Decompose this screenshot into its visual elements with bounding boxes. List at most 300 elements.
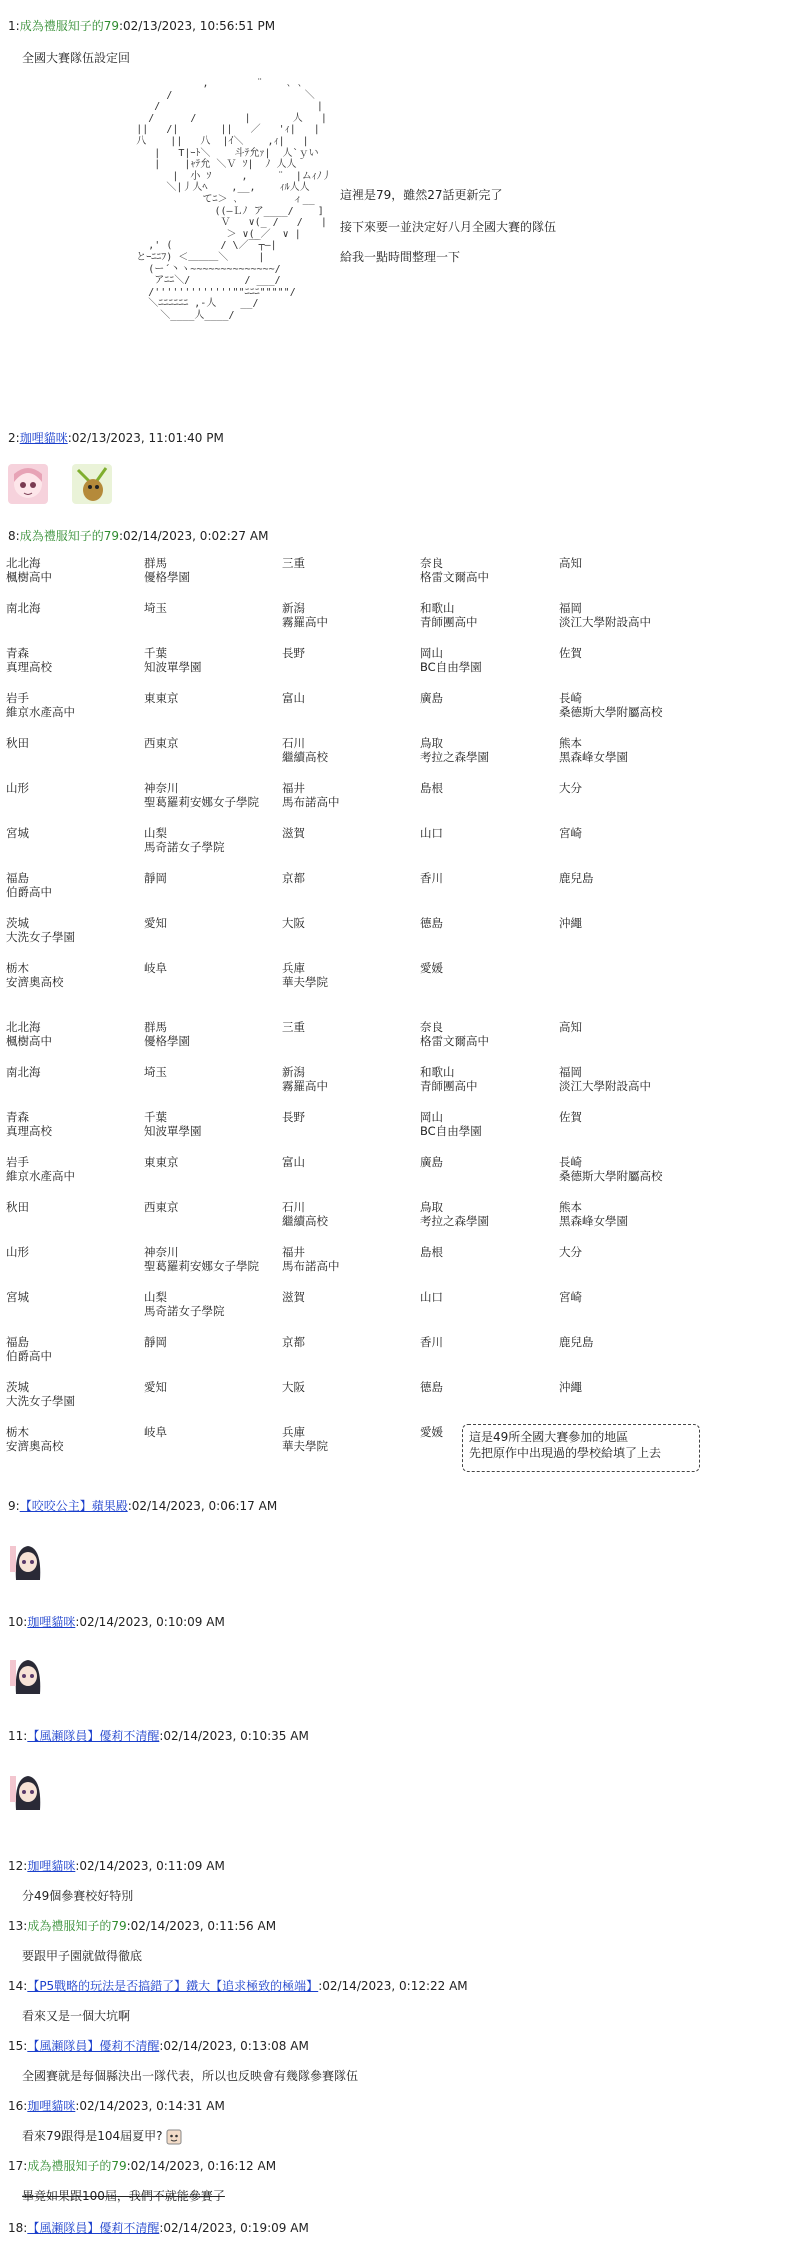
post-number: 2: [8,431,20,445]
prefecture-name: 滋賀 [282,1290,305,1304]
school-name: 青師團高中 [420,1079,478,1093]
prefecture-cell [144,646,202,674]
prefecture-name: 千葉 [144,646,167,660]
prefecture-cell [559,601,651,629]
school-name: 馬布諾高中 [282,1259,340,1273]
author-name[interactable]: 成為禮服知子的79 [27,1919,127,1933]
prefecture-name: 鳥取 [420,736,443,750]
prefecture-cell [420,1200,489,1228]
prefecture-name: 東東京 [144,691,179,705]
prefecture-cell [144,1200,179,1214]
prefecture-name: 埼玉 [144,601,167,615]
school-name: BC自由學園 [420,660,482,674]
prefecture-name: 栃木 [6,1425,29,1439]
post-date: :02/13/2023, 10:56:51 PM [118,19,276,33]
prefecture-name: 島根 [420,781,443,795]
bubble-line: 先把原作中出現過的學校給填了上去 [469,1446,662,1460]
prefecture-cell [559,871,594,885]
prefecture-cell [559,1290,582,1304]
prefecture-cell [559,646,582,660]
prefecture-cell [6,646,52,674]
prefecture-cell [559,1200,628,1228]
prefecture-cell [282,736,328,764]
author-name[interactable]: 珈哩貓咪 [27,1859,76,1873]
author-name[interactable]: 【風瀬隊員】優莉不清醒 [27,2221,160,2235]
prefecture-name: 德島 [420,916,443,930]
pink-haired-girl-icon [8,464,48,504]
post-date: :02/14/2023, 0:14:31 AM [75,2099,225,2113]
prefecture-cell [144,1290,225,1318]
school-name: 楓樹高中 [6,570,52,584]
prefecture-cell [282,1155,305,1169]
post-date: :02/13/2023, 11:01:40 PM [67,431,224,445]
prefecture-name: 山口 [420,1290,443,1304]
prefecture-cell [420,961,443,975]
prefecture-name: 靜岡 [144,871,167,885]
prefecture-cell [420,601,478,629]
prefecture-cell [559,826,582,840]
school-name: 知波單學園 [144,660,202,674]
prefecture-name: 香川 [420,1335,443,1349]
prefecture-cell [6,1425,64,1453]
prefecture-name: 三重 [282,1020,305,1034]
prefecture-name: 秋田 [6,1200,29,1214]
prefecture-cell [420,1245,443,1259]
prefecture-cell [559,1245,582,1259]
prefecture-cell [144,1110,202,1138]
prefecture-cell [6,1290,29,1304]
prefecture-name: 長野 [282,1110,305,1124]
post-number: 10: [8,1615,28,1629]
prefecture-name: 鹿兒島 [559,871,594,885]
prefecture-name: 群馬 [144,1020,167,1034]
prefecture-name: 兵庫 [282,961,305,975]
prefecture-cell [6,1245,29,1259]
prefecture-cell [144,601,167,615]
prefecture-name: 佐賀 [559,646,582,660]
black-haired-girl-icon [8,1654,48,1694]
prefecture-name: 富山 [282,1155,305,1169]
prefecture-name: 岡山 [420,1110,443,1124]
prefecture-cell [282,1380,305,1394]
prefecture-name: 青森 [6,1110,29,1124]
prefecture-name: 群馬 [144,556,167,570]
prefecture-name: 宮城 [6,826,29,840]
school-name: 維京水產高中 [6,1169,75,1183]
prefecture-cell [282,1110,305,1124]
prefecture-cell [144,1020,190,1048]
post-body: 分49個參賽校好特別 [22,1889,134,1903]
prefecture-name: 鳥取 [420,1200,443,1214]
prefecture-cell [420,691,443,705]
prefecture-name: 高知 [559,1020,582,1034]
prefecture-name: 和歌山 [420,601,455,615]
prefecture-cell [6,781,29,795]
post-header [8,1918,276,1934]
prefecture-cell [282,1425,328,1453]
school-name: 華夫學院 [282,975,328,989]
post-body: 畢竟如果跟100屆，我們不就能參賽了 [22,2189,225,2203]
post-header [8,1978,468,1994]
prefecture-name: 大阪 [282,916,305,930]
prefecture-cell [420,1065,478,1093]
prefecture-cell [282,1065,328,1093]
post-number: 15: [8,2039,28,2053]
author-name[interactable]: 珈哩貓咪 [19,431,68,445]
post-header [8,1728,309,1744]
prefecture-name: 茨城 [6,916,29,930]
prefecture-cell [144,781,259,809]
prefecture-name: 大分 [559,1245,582,1259]
post-number: 8: [8,529,20,543]
face-emoji-icon [166,2129,182,2145]
author-name[interactable]: 【風瀬隊員】優莉不清醒 [27,2039,160,2053]
prefecture-name: 大阪 [282,1380,305,1394]
prefecture-name: 岩手 [6,1155,29,1169]
post-number: 17: [8,2159,28,2173]
school-name: BC自由學園 [420,1124,482,1138]
school-name: 霧羅高中 [282,1079,328,1093]
school-name: 聖葛羅莉安娜女子學院 [144,1259,259,1273]
school-name: 格雷文爾高中 [420,1034,489,1048]
school-name: 考拉之森學園 [420,750,489,764]
prefecture-cell [6,871,52,899]
school-name: 知波單學園 [144,1124,202,1138]
prefecture-cell [144,1380,167,1394]
school-name: 真理高校 [6,660,52,674]
prefecture-name: 福岡 [559,601,582,615]
prefecture-name: 新潟 [282,601,305,615]
prefecture-cell [559,556,582,570]
prefecture-name: 熊本 [559,736,582,750]
prefecture-cell [282,1245,340,1273]
prefecture-name: 山梨 [144,1290,167,1304]
post-date: :02/14/2023, 0:13:08 AM [159,2039,309,2053]
prefecture-cell [6,916,75,944]
post-header [8,2038,309,2054]
prefecture-name: 長崎 [559,691,582,705]
post-date: :02/14/2023, 0:10:35 AM [159,1729,309,1743]
prefecture-cell [559,1380,582,1394]
school-name: 優格學園 [144,1034,190,1048]
school-name: 華夫學院 [282,1439,328,1453]
school-name: 優格學園 [144,570,190,584]
prefecture-cell [6,1155,75,1183]
prefecture-name: 南北海 [6,601,41,615]
post-number: 13: [8,1919,28,1933]
prefecture-name: 西東京 [144,736,179,750]
prefecture-cell [559,781,582,795]
prefecture-cell [282,781,340,809]
prefecture-name: 香川 [420,871,443,885]
prefecture-cell [282,1020,305,1034]
prefecture-name: 東東京 [144,1155,179,1169]
prefecture-cell [144,1065,167,1079]
prefecture-cell [6,826,29,840]
prefecture-name: 栃木 [6,961,29,975]
post-number: 14: [8,1979,28,1993]
post-number: 12: [8,1859,28,1873]
speech-bubble [462,1424,700,1472]
prefecture-name: 福井 [282,1245,305,1259]
prefecture-name: 奈良 [420,1020,443,1034]
prefecture-name: 長野 [282,646,305,660]
prefecture-name: 沖繩 [559,916,582,930]
post-header [8,2220,309,2236]
prefecture-name: 山口 [420,826,443,840]
prefecture-cell [559,1155,663,1183]
prefecture-name: 熊本 [559,1200,582,1214]
prefecture-name: 德島 [420,1380,443,1394]
school-name: 黑森峰女學園 [559,750,628,764]
prefecture-cell [144,961,167,975]
post-date: :02/14/2023, 0:12:22 AM [318,1979,468,1993]
school-name: 格雷文爾高中 [420,570,489,584]
prefecture-name: 山梨 [144,826,167,840]
prefecture-cell [282,871,305,885]
post-number: 11: [8,1729,28,1743]
post-header [8,1614,225,1630]
prefecture-cell [420,1110,482,1138]
prefecture-name: 島根 [420,1245,443,1259]
prefecture-name: 愛知 [144,1380,167,1394]
author-name[interactable]: 【風瀬隊員】優莉不清醒 [27,1729,160,1743]
prefecture-cell [559,1020,582,1034]
author-name[interactable]: 成為禮服知子的79 [19,19,119,33]
prefecture-cell [6,1065,41,1079]
prefecture-cell [559,1065,651,1093]
post-body-line: 給我一點時間整理一下 [340,250,461,264]
school-name: 安濟奧高校 [6,975,64,989]
school-name: 霧羅高中 [282,615,328,629]
prefecture-cell [420,916,443,930]
prefecture-cell [6,1200,29,1214]
prefecture-cell [282,961,328,989]
ascii-art: , ¨ ､ ､ / ＼ / | / / | 人 | || /| || ／ 'ｨ| | 八 || 八 |ｲ＼ ,ｨ| | | T|ｰﾄ＼ 斗ﾃ允ｧ| 人`ｙい | |ｬﾃ允 ＼Ｖ ｿ| ﾉ 人人 | 小 ｿ , ¨ |ムｨﾉ丿 ＼|丿人ﾍ ,__, ｨﾙ人人 てﾆ＞ ､ ィ__ ((―Ｌﾉ ア____/ ] Ｖ ∨(_ / / | ＞ ∨(_／ ∨ | ,' ( / \／￣┬―| とｰﾆﾆﾌ) ＜＿＿＿＼ | (ー´丶ヽ~~~~~~~~~~~~~~/ アﾆﾆ＼/ / ___/ /'''''''''''''""ﾆﾆﾆ"""""/ ＼ﾆﾆﾆﾆﾆﾆ ,-人 __/ ＼____人____/ [136,78,332,321]
school-name: 桑德斯大學附屬高校 [559,1169,663,1183]
prefecture-name: 山形 [6,781,29,795]
prefecture-cell [559,1335,594,1349]
prefecture-cell [282,646,305,660]
black-haired-girl-icon [8,1770,48,1810]
prefecture-cell [282,826,305,840]
prefecture-name: 宮城 [6,1290,29,1304]
school-name: 馬奇諾女子學院 [144,1304,225,1318]
author-name[interactable]: 【咬咬公主】蘋果殿 [19,1499,128,1513]
school-name: 聖葛羅莉安娜女子學院 [144,795,259,809]
school-name: 淡江大學附設高中 [559,615,651,629]
prefecture-name: 富山 [282,691,305,705]
school-name: 桑德斯大學附屬高校 [559,705,663,719]
prefecture-cell [6,961,64,989]
prefecture-cell [282,691,305,705]
post-body: 全國賽就是每個縣決出一隊代表，所以也反映會有幾隊參賽隊伍 [22,2069,359,2083]
prefecture-cell [144,556,190,584]
prefecture-name: 廣島 [420,1155,443,1169]
author-name[interactable]: 【P5戰略的玩法是否搞錯了】鐵大【追求極致的極端】 [27,1979,319,1993]
author-name[interactable]: 珈哩貓咪 [27,1615,76,1629]
school-name: 馬奇諾女子學院 [144,840,225,854]
post-header [8,1858,225,1874]
prefecture-name: 大分 [559,781,582,795]
post-body-line: 接下來要一並決定好八月全國大賽的隊伍 [340,220,557,234]
prefecture-name: 茨城 [6,1380,29,1394]
school-name: 青師團高中 [420,615,478,629]
prefecture-name: 石川 [282,1200,305,1214]
post-header [8,2158,276,2174]
prefecture-name: 和歌山 [420,1065,455,1079]
school-name: 馬布諾高中 [282,795,340,809]
school-name: 繼續高校 [282,1214,328,1228]
prefecture-name: 南北海 [6,1065,41,1079]
post-number: 1: [8,19,20,33]
prefecture-name: 愛媛 [420,1425,443,1439]
prefecture-name: 千葉 [144,1110,167,1124]
prefecture-name: 福岡 [559,1065,582,1079]
school-name: 繼續高校 [282,750,328,764]
prefecture-cell [6,601,41,615]
prefecture-name: 佐賀 [559,1110,582,1124]
author-name[interactable]: 成為禮服知子的79 [27,2159,127,2173]
prefecture-cell [420,1290,443,1304]
post-body-text: 看來79跟得是104屆夏甲? [22,2129,163,2143]
prefecture-name: 岐阜 [144,961,167,975]
prefecture-cell [144,1425,167,1439]
school-name: 伯爵高中 [6,885,52,899]
prefecture-name: 福島 [6,1335,29,1349]
prefecture-name: 神奈川 [144,781,179,795]
post-header [8,18,275,34]
prefecture-name: 高知 [559,556,582,570]
prefecture-name: 福島 [6,871,29,885]
prefecture-cell [6,1020,52,1048]
prefecture-name: 長崎 [559,1155,582,1169]
prefecture-name: 岐阜 [144,1425,167,1439]
prefecture-cell [420,1155,443,1169]
prefecture-name: 京都 [282,1335,305,1349]
prefecture-cell [420,781,443,795]
prefecture-cell [559,1110,582,1124]
school-name: 大洗女子學園 [6,930,75,944]
post-body-line: 這裡是79，雖然27話更新完了 [340,188,503,202]
post-number: 18: [8,2221,28,2235]
prefecture-cell [420,826,443,840]
prefecture-name: 山形 [6,1245,29,1259]
prefecture-name: 神奈川 [144,1245,179,1259]
prefecture-name: 北北海 [6,556,41,570]
prefecture-cell [559,736,628,764]
author-name[interactable]: 珈哩貓咪 [27,2099,76,2113]
prefecture-name: 鹿兒島 [559,1335,594,1349]
prefecture-cell [144,736,179,750]
prefecture-name: 京都 [282,871,305,885]
school-name: 黑森峰女學園 [559,1214,628,1228]
prefecture-cell [420,1425,443,1439]
school-name: 維京水產高中 [6,705,75,719]
prefecture-name: 北北海 [6,1020,41,1034]
post-number: 9: [8,1499,20,1513]
post-header [8,528,268,544]
prefecture-name: 沖繩 [559,1380,582,1394]
author-name[interactable]: 成為禮服知子的79 [19,529,119,543]
prefecture-name: 靜岡 [144,1335,167,1349]
green-creature-icon [72,464,112,504]
prefecture-cell [282,556,305,570]
post-date: :02/14/2023, 0:11:09 AM [75,1859,225,1873]
prefecture-cell [144,691,179,705]
school-name: 考拉之森學園 [420,1214,489,1228]
prefecture-name: 青森 [6,646,29,660]
prefecture-name: 滋賀 [282,826,305,840]
prefecture-cell [6,1335,52,1363]
prefecture-cell [420,646,482,674]
prefecture-cell [6,691,75,719]
school-name: 真理高校 [6,1124,52,1138]
prefecture-name: 石川 [282,736,305,750]
prefecture-name: 西東京 [144,1200,179,1214]
prefecture-cell [144,1245,259,1273]
post-number: 16: [8,2099,28,2113]
post-date: :02/14/2023, 0:06:17 AM [127,1499,278,1513]
post-header [8,2098,225,2114]
prefecture-cell [144,1155,179,1169]
bubble-line: 這是49所全國大賽參加的地區 [469,1430,629,1444]
post-date: :02/14/2023, 0:16:12 AM [126,2159,277,2173]
post-header [8,1498,277,1514]
post-date: :02/14/2023, 0:19:09 AM [159,2221,309,2235]
post-body: 看來又是一個大坑啊 [22,2009,131,2023]
prefecture-cell [6,1380,75,1408]
prefecture-cell [420,1380,443,1394]
prefecture-name: 奈良 [420,556,443,570]
prefecture-cell [144,1335,167,1349]
prefecture-name: 岩手 [6,691,29,705]
prefecture-cell [559,691,663,719]
prefecture-cell [282,916,305,930]
prefecture-name: 秋田 [6,736,29,750]
prefecture-cell [282,1335,305,1349]
post-body [22,2128,182,2145]
prefecture-cell [420,871,443,885]
black-haired-girl-icon [8,1540,48,1580]
post-body: 要跟甲子園就做得徹底 [22,1949,143,1963]
prefecture-cell [420,1020,489,1048]
school-name: 伯爵高中 [6,1349,52,1363]
school-name: 淡江大學附設高中 [559,1079,651,1093]
prefecture-cell [6,1110,52,1138]
prefecture-cell [144,916,167,930]
prefecture-name: 埼玉 [144,1065,167,1079]
prefecture-name: 宮崎 [559,826,582,840]
prefecture-cell [144,826,225,854]
prefecture-cell [6,736,29,750]
prefecture-cell [420,736,489,764]
prefecture-cell [420,1335,443,1349]
post-body: 全國大賽隊伍設定回 [22,51,131,65]
prefecture-name: 愛知 [144,916,167,930]
prefecture-name: 福井 [282,781,305,795]
school-name: 楓樹高中 [6,1034,52,1048]
prefecture-cell [559,916,582,930]
school-name: 大洗女子學園 [6,1394,75,1408]
post-date: :02/14/2023, 0:02:27 AM [118,529,269,543]
prefecture-cell [144,871,167,885]
prefecture-name: 廣島 [420,691,443,705]
prefecture-name: 宮崎 [559,1290,582,1304]
prefecture-name: 岡山 [420,646,443,660]
prefecture-cell [282,1200,328,1228]
post-date: :02/14/2023, 0:10:09 AM [75,1615,225,1629]
